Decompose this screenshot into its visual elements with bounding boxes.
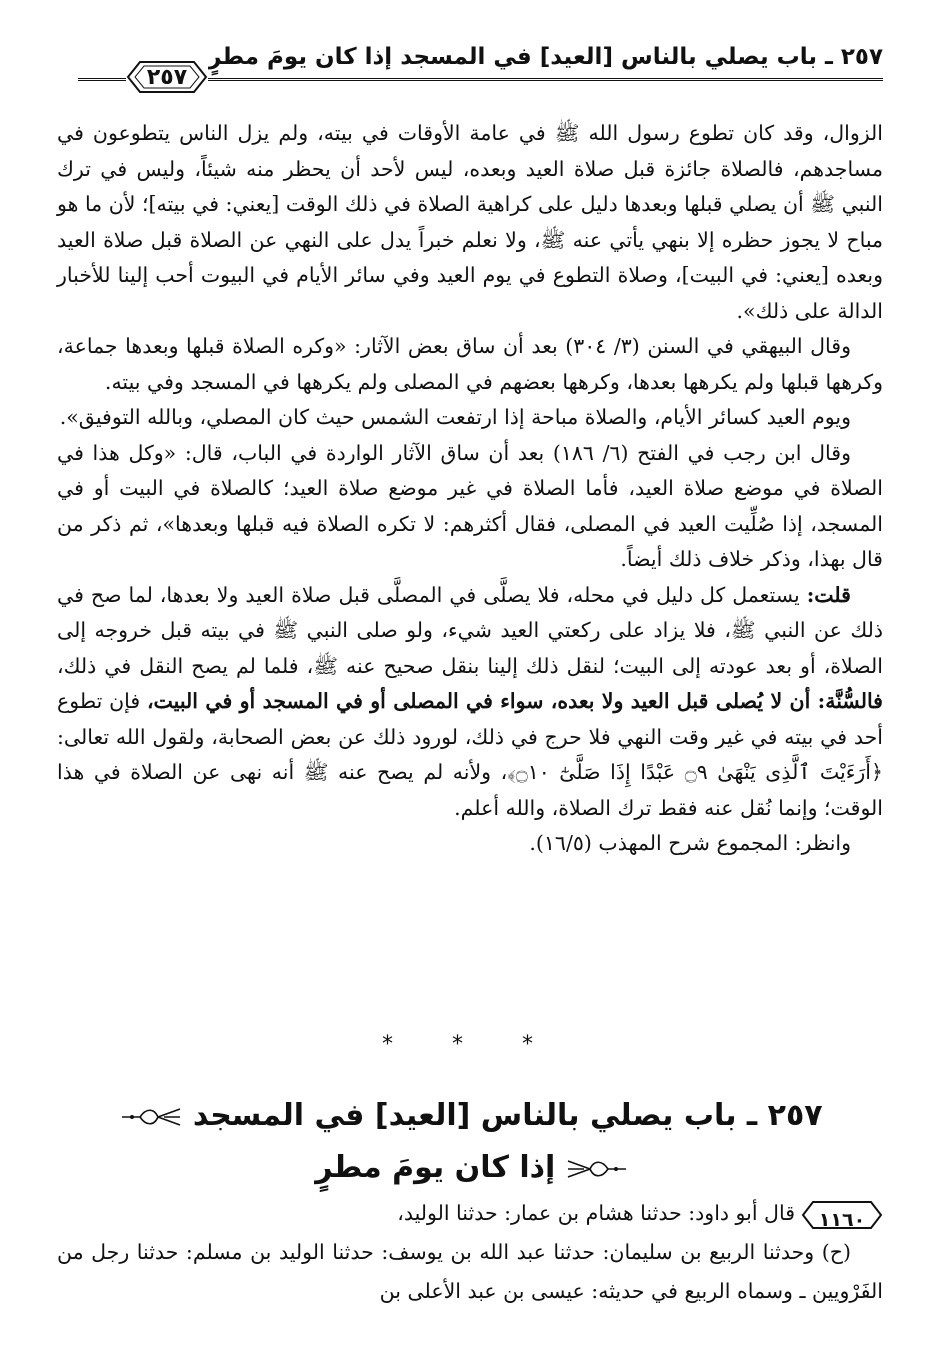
page-number-badge (126, 60, 208, 94)
paragraph-eid-day: ويوم العيد كسائر الأيام، والصلاة مباحة إذا ارتفعت الشمس حيث كان المصلي، وبالله التوفيق». (59, 405, 851, 429)
hadith-line-1 (57, 1194, 883, 1233)
qult-text-2: فإن تطوع أحد في بيته في غير وقت النهي فلا حرج في ذلك، لورود ذلك عن بعض الصحابة، ولقول الله تعالى: ﴿أَرَءَيْتَ ٱلَّذِى يَنْهَىٰ ۝٩ عَبْدًا إِذَا صَلَّىٰٓ ۝١٠﴾، ولأنه لم يصح عنه ﷺ أنه نهى عن الصلاة في هذا الوقت؛ وإنما نُقل عنه فقط ترك الصلاة، والله أعلم. (57, 689, 883, 820)
ornament-left-icon (566, 1158, 628, 1180)
hadith-number: ١١٦٠ (818, 1208, 866, 1231)
chapter-heading-line-2 (60, 1142, 883, 1194)
chapter-title-line-2: إذا كان يومَ مطرٍ (315, 1150, 556, 1185)
paragraph-ibn-rajab: وقال ابن رجب في الفتح (٦/ ١٨٦) بعد أن ساق الآثار الواردة في الباب، قال: «وكل هذا في الصلاة في موضع صلاة العيد، فأما الصلاة في غير موضع صلاة العيد؛ كالصلاة في البيت أو في المسجد، إذا صُلِّيت العيد في المصلى، فقال أكثرهم: لا تكره الصلاة فيه قبلها وبعدها»، ثم ذكر من قال بهذا، وذكر خلاف ذلك أيضاً. (57, 440, 883, 571)
running-title: ٢٥٧ ـ باب يصلي بالناس [العيد] في المسجد إذا كان يومَ مطرٍ (208, 44, 883, 70)
hadith-isnad-1: قال أبو داود: حدثنا هشام بن عمار: حدثنا الوليد، (397, 1201, 795, 1225)
running-header (78, 40, 883, 92)
body-text (57, 116, 883, 862)
paragraph-continuation: الزوال، وقد كان تطوع رسول الله ﷺ في عامة الأوقات في بيته، ولم يزل الناس يتطوعون في مساجدهم، فالصلاة جائزة قبل صلاة العيد وبعده، ليس لأحد أن يحظر منه شيئاً، وليس في ترك النبي ﷺ أن يصلي قبلها وبعدها دليل على كراهية الصلاة في ذلك الوقت [يعني: في بيته]؛ لأن ما هو مباح لا يجوز حظره إلا بنهي يأتي عنه ﷺ، ولا نعلم خبراً يدل على النهي عن الصلاة قبل صلاة العيد وبعده [يعني: في البيت]، وصلاة التطوع في يوم العيد وفي سائر الأيام في البيوت أحب إلينا للأخبار الدالة على ذلك». (57, 121, 883, 323)
qult-bold-text: فالسُّنَّة: أن لا يُصلى قبل العيد ولا بعده، سواء في المصلى أو في المسجد أو في البيت، (146, 689, 883, 713)
paragraph-qult (57, 578, 883, 827)
section-separator: * * * (382, 1032, 559, 1057)
paragraph-bayhaqi: وقال البيهقي في السنن (٣/ ٣٠٤) بعد أن ساق بعض الآثار: «وكره الصلاة قبلها وبعدها جماعة، وكرهها قبلها ولم يكرهها بعدها، وكرهها بعضهم في المصلى ولم يكرهها في المسجد وفي بيته. (57, 334, 883, 394)
hadith-isnad-2: (ح) وحدثنا الربيع بن سليمان: حدثنا عبد الله بن يوسف: حدثنا الوليد بن مسلم: حدثنا رجل من الفَرْويين ـ وسماه الربيع في حديثه: عيسى بن عبد الأعلى بن (57, 1240, 883, 1303)
qult-label: قلت: (806, 582, 851, 607)
ornament-right-icon (120, 1106, 182, 1128)
chapter-title-line-1: ٢٥٧ ـ باب يصلي بالناس [العيد] في المسجد (192, 1098, 823, 1133)
chapter-heading (60, 1090, 883, 1194)
hadith-number-badge (801, 1200, 883, 1230)
chapter-heading-line-1 (60, 1090, 883, 1142)
hadith-block (57, 1194, 883, 1311)
paragraph-see-also: وانظر: المجموع شرح المهذب (١٦/٥). (529, 831, 851, 855)
page-number: ٢٥٧ (146, 64, 188, 90)
qult-text-1: يستعمل كل دليل في محله، فلا يصلَّى في المصلَّى قبل صلاة العيد ولا بعدها، لما صح في ذلك عن النبي ﷺ، فلا يزاد على ركعتي العيد شيء، ولو صلى النبي ﷺ في بيته قبل خروجه إلى الصلاة، أو بعد عودته إلى البيت؛ لنقل ذلك إلينا بنقل صحيح عنه ﷺ، فلما لم يصح النقل في ذلك، (57, 582, 883, 678)
